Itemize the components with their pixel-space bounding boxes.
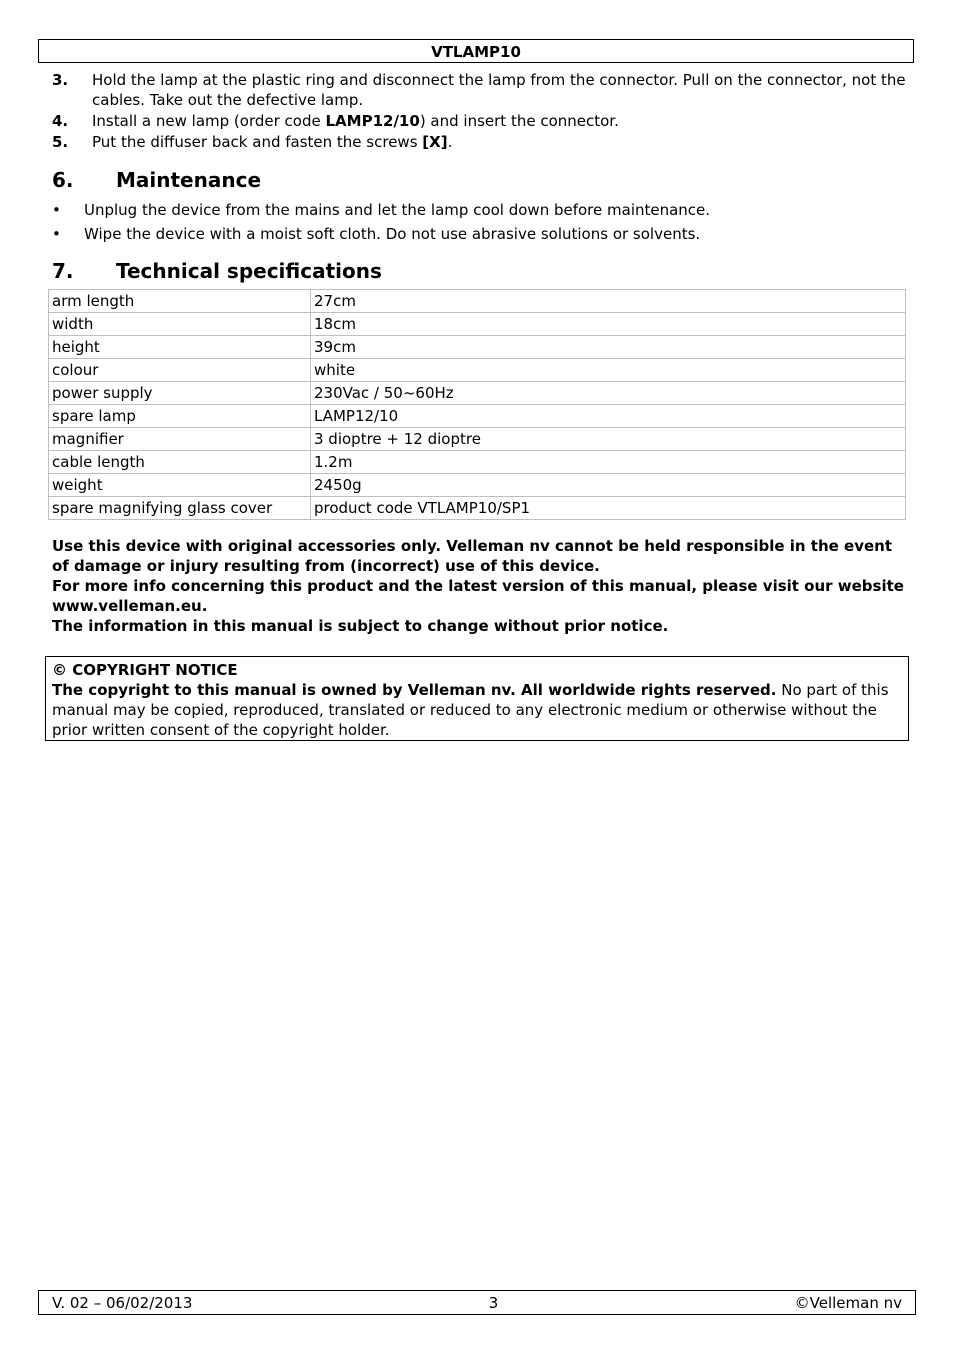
- step-text: [92, 111, 912, 131]
- spec-value: product code VTLAMP10/SP1: [311, 497, 906, 520]
- step-text-pre: Install a new lamp (order code: [92, 112, 326, 130]
- spec-key: cable length: [49, 451, 311, 474]
- table-row: [49, 405, 906, 428]
- spec-value: 2450g: [311, 474, 906, 497]
- step-text: Hold the lamp at the plastic ring and disconnect the lamp from the connector. Pull on the connector, not the cables. Take out the defective lamp.: [92, 71, 906, 109]
- spec-value: 27cm: [311, 290, 906, 313]
- copyright-notice: [45, 656, 909, 741]
- notice-more-info: For more info concerning this product and the latest version of this manual, please visit our website www.velleman.eu.: [52, 577, 904, 615]
- header-title: VTLAMP10: [431, 43, 521, 61]
- maintenance-heading: [52, 168, 261, 192]
- spec-value: 1.2m: [311, 451, 906, 474]
- spec-value: 3 dioptre + 12 dioptre: [311, 428, 906, 451]
- spec-value: white: [311, 359, 906, 382]
- steps-list: [52, 70, 912, 153]
- copyright-body: [52, 680, 902, 740]
- spec-value: 39cm: [311, 336, 906, 359]
- copyright-heading: [52, 660, 902, 680]
- bullet-icon: •: [52, 225, 61, 243]
- list-item: [52, 132, 912, 152]
- spec-key: power supply: [49, 382, 311, 405]
- maintenance-bullets: [52, 200, 912, 248]
- table-row: [49, 336, 906, 359]
- spec-key: weight: [49, 474, 311, 497]
- order-code: LAMP12/10: [325, 112, 420, 130]
- spec-key: spare magnifying glass cover: [49, 497, 311, 520]
- table-row: [49, 382, 906, 405]
- table-row: [49, 474, 906, 497]
- spec-key: spare lamp: [49, 405, 311, 428]
- spec-value: 18cm: [311, 313, 906, 336]
- copyright-heading-text: © COPYRIGHT NOTICE: [52, 661, 238, 679]
- section-title: Maintenance: [116, 168, 262, 192]
- bullet-text: Unplug the device from the mains and let the lamp cool down before maintenance.: [84, 201, 711, 219]
- copyright-bold-text: The copyright to this manual is owned by Velleman nv. All worldwide rights reserved.: [52, 681, 777, 699]
- list-item: [52, 111, 912, 131]
- spec-key: colour: [49, 359, 311, 382]
- copyright-text: No part of this manual may be copied, reproduced, translated or reduced to any electronic medium or otherwise without the prior written consent of the copyright holder.: [52, 681, 889, 739]
- step-text-post: ) and insert the connector.: [419, 112, 619, 130]
- specs-table: [48, 289, 906, 520]
- table-row: [49, 313, 906, 336]
- table-row: [49, 428, 906, 451]
- step-number: 5.: [52, 133, 69, 151]
- specs-heading: [52, 259, 382, 283]
- spec-value: LAMP12/10: [311, 405, 906, 428]
- bullet-text: Wipe the device with a moist soft cloth. Do not use abrasive solutions or solvents.: [84, 225, 701, 243]
- spec-value: 230Vac / 50~60Hz: [311, 382, 906, 405]
- step-number: 4.: [52, 112, 69, 130]
- document-header: [38, 39, 914, 63]
- table-row: [49, 290, 906, 313]
- page-number: 3: [488, 1293, 499, 1312]
- spec-key: magnifier: [49, 428, 311, 451]
- bullet-icon: •: [52, 201, 61, 219]
- list-item: [52, 70, 912, 110]
- document-footer: [38, 1290, 916, 1315]
- section-number: 7.: [52, 259, 74, 283]
- list-item: [52, 200, 912, 220]
- step-text-post: .: [447, 133, 453, 151]
- step-text: [92, 132, 912, 152]
- table-row: [49, 359, 906, 382]
- spec-key: width: [49, 313, 311, 336]
- notice-subject-to-change: The information in this manual is subject to change without prior notice.: [52, 617, 669, 635]
- step-text-pre: Put the diffuser back and fasten the screws: [92, 133, 423, 151]
- step-number: 3.: [52, 71, 69, 89]
- section-number: 6.: [52, 168, 74, 192]
- spec-key: height: [49, 336, 311, 359]
- footer-version: V. 02 – 06/02/2013: [52, 1293, 193, 1312]
- footer-owner: ©Velleman nv: [794, 1293, 902, 1312]
- table-row: [49, 497, 906, 520]
- screw-reference: [X]: [422, 133, 448, 151]
- section-title: Technical specifications: [116, 259, 382, 283]
- notice-accessories: Use this device with original accessories only. Velleman nv cannot be held responsible in the event of damage or injury resulting from (incorrect) use of this device.: [52, 537, 892, 575]
- table-row: [49, 451, 906, 474]
- list-item: [52, 224, 912, 244]
- spec-key: arm length: [49, 290, 311, 313]
- usage-notices: [52, 536, 912, 636]
